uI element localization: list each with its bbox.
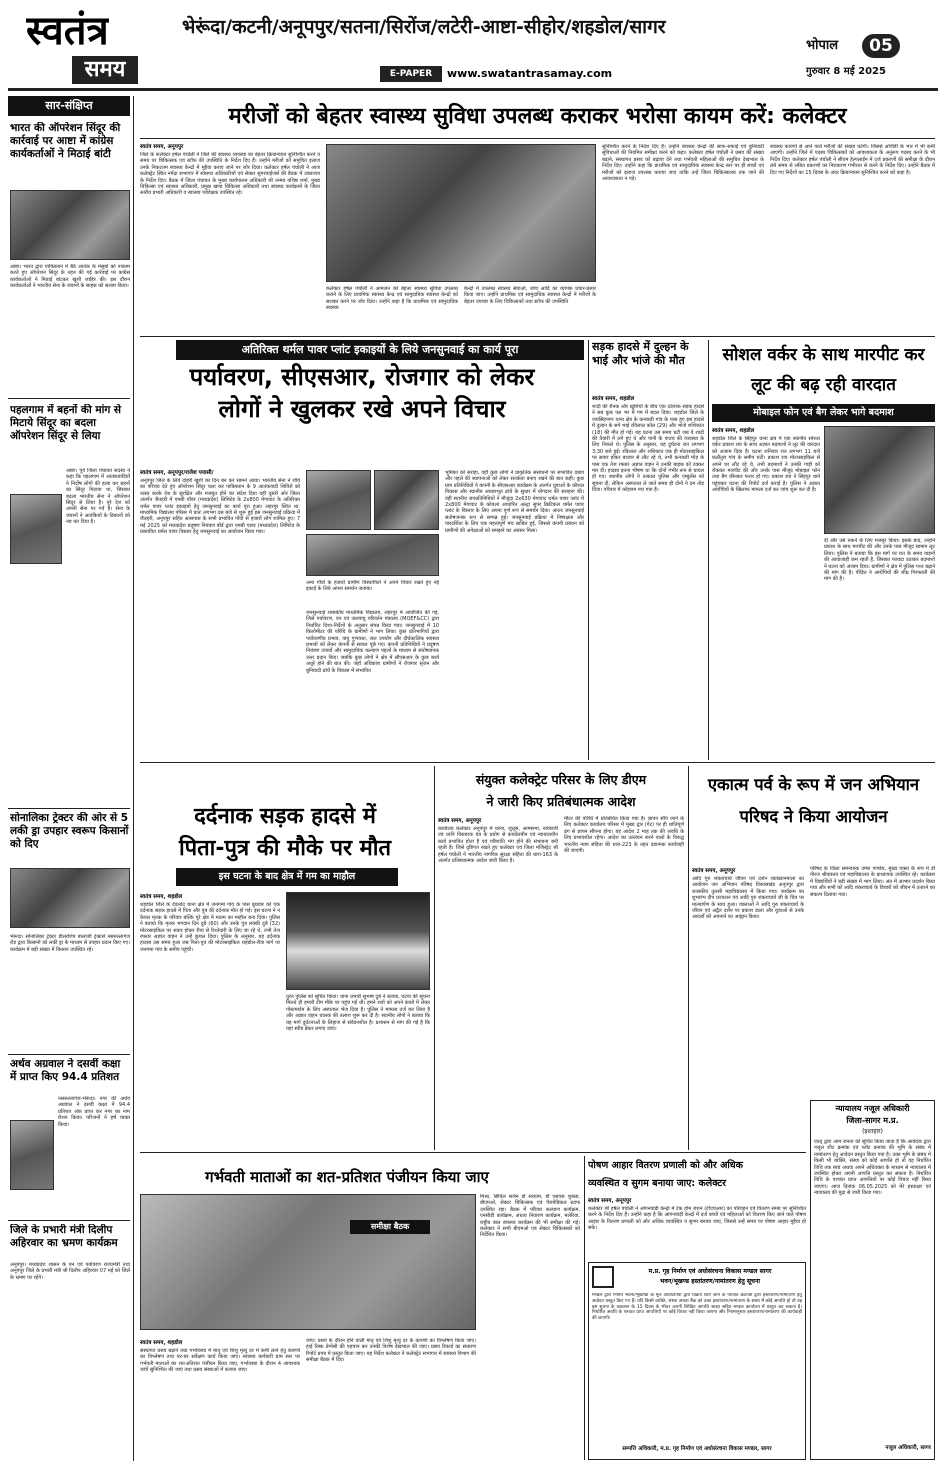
column-rule xyxy=(688,766,689,1150)
father-son-headline2: पिता-पुत्र की मौके पर मौत xyxy=(178,836,392,861)
top-story-caption: कलेक्टर हर्षल पंचोली ने आमजन को बेहतर स्वास्थ्य सुविधा उपलब्ध कराने के लिए प्राथमिक स्वास्थ्य केन्द्र एवं सामुदायिक स्वास्थ्य केन्द्रों को सशक्त करने पर जोर दिया। उन्होंने कहा है कि प्राथमिक एवं सामुदायिक स्वास्थ्य xyxy=(326,286,458,312)
sidebar xyxy=(8,96,130,1461)
section-rule xyxy=(140,762,935,763)
tender-notice-body: मण्डल द्वारा निर्मित भवनों/भूखण्डों के मूल आवंटितियों द्वारा विक्रय किए जाने के पश्चात क्रेताओं द्वारा हस्तांतरण/नामांतरण हेतु आवेदन प्रस्तुत किए गए हैं। यदि किसी व्यक्ति, संस्था अथवा बैंक को उक्त हस्तांतरण/नामांतरण के संबंध में कोई आपत्ति हो तो वह इस सूचना के प्रकाशन के 15 दिवस के भीतर अपनी लिखित आपत्ति साक्ष्य सहित मण्डल कार्यालय में प्रस्तुत कर सकता है। निर्धारित अवधि के पश्चात प्राप्त आपत्तियों पर कोई विचार नहीं किया जाएगा और नियमानुसार हस्तांतरण/नामांतरण की कार्यवाही की जाएगी। xyxy=(592,1293,802,1322)
top-story-col1: जिले के कलेक्टर हर्षल पंचोली ने जिले की स्वास्थ्य व्यवस्था का बेहतर क्रियान्वयन सुनिश्चित करने व समय पर चिकित्सक एवं स्टॉफ की उपस्थिति के निर्देश दिए हैं। उन्होंने मरीजों को समुचित इलाज उनके निकटतम स्वास्थ्य केन्द्रों में मुहैया कराए जाने पर जोर दिया। कलेक्टर हर्षल पंचोली ने आज कलेक्ट्रेट स्थित नर्मदा सभागार में स्वास्थ्य अधिकारियों एवं सेक्टर सुपरवाईजर्स की बैठक में उक्ताशय के निर्देश दिए। बैठक में जिला पंचायत के मुख्य कार्यपालन अधिकारी श्री तन्मय वशिष्ठ शर्मा, मुख्य चिकित्सा एवं स्वास्थ्य अधिकारी, प्रमुख खण्ड चिकित्सा अधिकारी तथा स्वास्थ्य कार्यक्रमों के जिला स्तरीय प्रभारी अधिकारी व स्वास्थ्य पर्यवेक्षक उपस्थित रहे। xyxy=(140,152,320,197)
accident-story-byline: स्वतंत्र समय, शहडोल xyxy=(592,396,635,402)
column-rule xyxy=(588,340,589,760)
ekatm-story-headline1: एकात्म पर्व के रूप में जन अभियान xyxy=(707,775,920,794)
ekatm-story-headline2: परिषद ने किया आयोजन xyxy=(739,807,888,826)
order-story-headline1: संयुक्त कलेक्ट्रेट परिसर के लिए डीएम xyxy=(475,772,647,787)
env-story-photo-c xyxy=(306,534,439,576)
sidebar-story5-body: अनूपपुर। मध्यप्रदेश शासन के वन एवं पर्यावरण राज्यमंत्री तथा अनूपपुर जिले के प्रभारी मंत्री श्री दिलीप अहिरवार 07 मई को जिले के भ्रमण पर रहेंगे। xyxy=(10,1262,130,1281)
social-story-body: शहडोल जिले के सिंहपुर थाना क्षेत्र में एक स्थानीय सोशल वर्कर प्रकाश राय के साथ अज्ञात बदमाशों ने लूट की वारदात को अंजाम दिया है। घटना शनिवार रात लगभग 11 बजे कठौतुरा गांव के समीप घटी। प्रकाश राय मोटरसाइकिल से अपने घर लौट रहे थे, तभी बदमाशों ने उनकी गाड़ी को रोककर मारपीट की और उनके पास मौजूद मोबाइल फोन तथा बैग छीनकर फरार हो गए। प्रकाश राय ने सिंहपुर थाने पहुंचकर घटना की रिपोर्ट दर्ज कराई है। पुलिस ने अज्ञात आरोपियों के खिलाफ मामला दर्ज कर जांच शुरू कर दी है। xyxy=(712,436,820,494)
top-story-headline: मरीजों को बेहतर स्वास्थ्य सुविधा उपलब्ध कराकर भरोसा कायम करें: कलेक्टर xyxy=(228,104,847,129)
website-link[interactable]: www.swatantrasamay.com xyxy=(447,67,613,80)
pregnancy-story-col1: संस्थागत प्रसव बढ़ाने तथा गर्भावस्था में मातृ एवं शिशु मृत्यु दर में कमी लाने हेतु कारणों का विश्लेषण तथा घर-घर सर्वेक्षण कार्य किया जाए। स्वास्थ्य कर्मचारी ग्राम स्तर पर गर्भवती माताओं का शत-प्रतिशत पंजीयन किया जाए, गर्भावस्था के दौरान 4 आवश्यक जांचें सुनिश्चित की जाएं तथा प्रसव संस्थाओं में कराया जाए। xyxy=(140,1348,300,1374)
top-story-rule xyxy=(140,138,935,139)
court-notice-title2: जिला-सागर म.प्र. xyxy=(846,1116,899,1125)
social-story-headline: सोशल वर्कर के साथ मारपीट कर लूट की बढ़ रही वारदात xyxy=(722,345,925,395)
sidebar-story1-title: भारत की ऑपरेशन सिंदूर की कार्रवाई पर आष्टा में कांग्रेस कार्यकर्ताओं ने मिठाई बांटी xyxy=(10,122,121,160)
sidebar-story5-title: जिले के प्रभारी मंत्री दिलीप अहिरवार का भ्रमण कार्यक्रम xyxy=(10,1224,118,1249)
city-label: भोपाल xyxy=(806,38,839,53)
court-notice-subtitle: (इश्तहार) xyxy=(862,1128,883,1135)
sidebar-divider xyxy=(8,1220,130,1221)
column-rule xyxy=(708,340,709,760)
court-notice-title1: न्यायालय नजूल अधिकारी xyxy=(835,1104,910,1113)
father-son-headline1: दर्दनाक सड़क हादसे में xyxy=(194,804,376,829)
top-story-col4: स्वास्थ्य कारणों से आने वाले मरीजों की संख्या घटेगी। जिससे ओपीडी के भार में भी कमी आएगी। उन्होंने जिले में पदस्थ चिकित्सकों को आवश्यकता के अनुरूप पदस्थ करने के भी निर्देश दिए। कलेक्टर हर्षल पंचोली ने सीएम हेल्पलाईन में दर्ज प्रकरणों की समीक्षा के दौरान लंबे समय से लंबित प्रकरणों का निराकरण गंभीरता से करने के निर्देश दिए। उन्होंने बैठक में दिए गए निर्देशों का 15 दिवस के अंदर क्रियान्वयन सुनिश्चित करने को कहा है। xyxy=(770,144,935,176)
sidebar-story1-photo xyxy=(10,190,130,260)
section-rule xyxy=(140,336,935,337)
pregnancy-story-photo-label: समीक्षा बैठक xyxy=(350,1220,430,1234)
sidebar-story3-title: सोनालिका ट्रेक्टर की ओर से 5 लकी ड्रा उपहार स्वरूप किसानों को दिए xyxy=(10,812,129,850)
logo-line1: स्वतंत्र xyxy=(26,8,109,54)
pregnancy-story-headline: गर्भवती माताओं का शत-प्रतिशत पंजीयन किया जाए xyxy=(205,1168,489,1186)
sidebar-story3-body: भेरूंदा। सोनालिका ट्रेक्टर डीलरशिप बालाजी ट्रेक्टर्स नसरुल्लागंज रोड द्वारा किसानों को लकी ड्रा के माध्यम से उपहार प्रदान किए गए। कार्यक्रम में बड़ी संख्या में किसान उपस्थित रहे। xyxy=(10,934,130,953)
env-story-headline1: पर्यावरण, सीएसआर, रोजगार को लेकर xyxy=(189,363,535,391)
social-story-byline: स्वतंत्र समय, शहडोल xyxy=(712,428,755,434)
env-story-kicker: अतिरिक्त थर्मल पावर प्लांट इकाइयों के लिये जनसुनवाई का कार्य पूरा xyxy=(176,340,584,360)
father-son-photo xyxy=(286,892,430,990)
father-son-byline: स्वतंत्र समय, शहडोल xyxy=(140,894,183,900)
tender-notice-logo xyxy=(592,1266,614,1288)
top-story-photo xyxy=(326,144,596,282)
top-story-col3: सुनिश्चित करने के निर्देश दिए हैं। उन्होंने स्वास्थ्य केन्द्रों की साफ-सफाई एवं बुनियादी सुविधाओं की नियमित समीक्षा करने को कहा। कलेक्टर हर्षल पंचोली ने प्रसव की संख्या बढ़ाने, संस्थागत प्रसव को बढ़ावा देने तथा गर्भवती महिलाओं की समुचित देखभाल के निर्देश दिए। उन्होंने कहा कि प्राथमिक एवं सामुदायिक स्वास्थ्य केन्द्र स्तर पर ही बच्चों एवं मरीजों को इलाज उपलब्ध कराया जाए ताकि उन्हें जिला चिकित्सालय तक जाने की आवश्यकता न पड़े। xyxy=(602,144,764,183)
social-story-body2: दी और उसे रुकने के लिए मजबूर किया। इसके बाद, उन्होंने प्रकाश के साथ मारपीट की और उनके पास मौजूद सामान लूट लिया। पुलिस ने बताया कि इस मार्ग पर रात के समय वाहनों की आवाजाही कम रहती है, जिसका फायदा उठाकर बदमाशों ने घटना को अंजाम दिया। ग्रामीणों ने क्षेत्र में पुलिस गश्त बढ़ाने की मांग की है। पीड़ित ने आरोपियों की शीघ्र गिरफ्तारी की मांग की है। xyxy=(824,538,935,583)
ekatm-story-col1: आदि गुरु शंकराचार्य जीवन एवं दर्शन व्याख्यानमाला का आयोजन जन अभियान परिषद विकासखंड अनूपपुर द्वारा शासकीय तुलसी महाविद्यालय में किया गया। कार्यक्रम का शुभारंभ दीप प्रज्वलन एवं आदि गुरु शंकराचार्य जी के चित्र पर माल्यार्पण के साथ हुआ। वक्ताओं ने आदि गुरु शंकराचार्य के जीवन एवं अद्वैत दर्शन पर प्रकाश डाला और युवाओं से उनके आदर्शों को अपनाने का आह्वान किया। xyxy=(692,876,804,921)
top-story-col2: केन्द्रों में उपलब्ध स्वास्थ्य सेवाओं, जांच आदि का व्यापक प्रचार-प्रसार किया जाए। उन्होंने प्राथमिक एवं सामुदायिक स्वास्थ्य केन्द्रों में मरीजों के बेहतर उपचार के लिए चिकित्सकों तथा स्टॉफ की उपस्थिति xyxy=(464,286,596,305)
env-story-photo-b xyxy=(374,470,439,530)
court-notice xyxy=(810,1100,935,1460)
ekatm-story-col2: परिषद के जिला समन्वयक उमेश पाण्डेय, मुख्य वक्ता के रूप में डॉ नीरज श्रीवास्तव एवं महाविद्यालय के प्राध्यापक उपस्थित रहे। कार्यक्रम में विद्यार्थियों ने बड़ी संख्या में भाग लिया। अंत में आभार प्रदर्शन किया गया और सभी को आदि शंकराचार्य के विचारों को जीवन में उतारने का संकल्प दिलाया गया। xyxy=(810,866,935,898)
sidebar-divider xyxy=(8,808,130,809)
court-notice-body: एतद् द्वारा आम जनता को सूचित किया जाता है कि आवेदक द्वारा नजूल शीट क्रमांक एवं प्लॉट क्रमांक की भूमि के संबंध में नामांतरण हेतु आवेदन प्रस्तुत किया गया है। उक्त भूमि के संबंध में किसी भी व्यक्ति, संस्था को कोई आपत्ति हो तो वह निर्धारित तिथि तक स्वयं अथवा अपने अधिवक्ता के माध्यम से न्यायालय में उपस्थित होकर अपनी आपत्ति प्रस्तुत कर सकता है। निर्धारित तिथि के पश्चात प्राप्त आपत्तियों पर कोई विचार नहीं किया जाएगा। आज दिनांक 06.05.2025 को मेरे हस्ताक्षर एवं न्यायालय की मुद्रा से जारी किया गया। xyxy=(814,1139,931,1197)
pregnancy-story-photo xyxy=(140,1194,476,1330)
nutrition-story-byline: स्वतंत्र समय, अनूपपुर xyxy=(588,1198,632,1204)
sidebar-divider xyxy=(8,1054,130,1055)
pregnancy-story-col3: मिश्रा, सिविल सर्जन डॉ सरयाम, डॉ एसएस शुक्ला, बीएमओ, सेक्टर चिकित्सक एवं पैरामेडिकल स्टाफ उपस्थित रहा। बैठक में परिवार कल्याण कार्यक्रम, एनसीडी कार्यक्रम, अंधत्व निवारण कार्यक्रम, मलेरिया, राष्ट्रीय बाल स्वास्थ्य कार्यक्रम की भी समीक्षा की गई। कलेक्टर ने सभी बीएमओ एवं सेक्टर चिकित्सकों को निर्देशित किया। xyxy=(480,1194,580,1239)
pregnancy-story-col2: जाए। प्रसव के दौरान होने वाली मातृ एवं शिशु मृत्यु दर के कारणों का विश्लेषण किया जाए। हाई रिस्क प्रेग्नेंसी की पहचान कर उनकी विशेष देखभाल की जाए। प्रसव रिकार्ड का संधारण रिपोर्ट प्रपत्र में प्रस्तुत किया जाए। यह निर्देश कलेक्टर ने कलेक्ट्रेट सभागार में स्वास्थ्य विभाग की समीक्षा बैठक में दिए। xyxy=(306,1338,476,1364)
column-rule xyxy=(434,766,435,1150)
top-story-byline: स्वतंत्र समय, अनूपपुर xyxy=(140,144,184,150)
sidebar-story2-body: आष्टा। पूर्व जिला पंचायत सदस्य ने कहा कि पहलगाम में आतंकवादियों ने निर्दोष लोगों की हत्या कर बहनों का सिंदूर मिटाया था, जिसका बदला भारतीय सेना ने ऑपरेशन सिंदूर से लिया है। पूरे देश को अपनी सेना पर गर्व है। सेना के जवानों ने आतंकियों के ठिकानों को नष्ट कर दिया है। xyxy=(66,468,130,526)
sidebar-story4-photo xyxy=(10,1120,54,1190)
env-story-byline: स्वतंत्र समय, अनूपपुर/राजेश पयासी/ xyxy=(140,470,214,476)
accident-story-headline: सड़क हादसे में दुल्हन के भाई और भांजे की मौत xyxy=(592,340,689,367)
father-son-subhead: इस घटना के बाद क्षेत्र में गम का माहौल xyxy=(176,868,398,886)
tender-notice xyxy=(588,1262,806,1460)
env-story-col1: अनूपपुर जिले के लिये दोहरी खुशी का दिन बन कर सामने आया। भारतीय सेना ने शौर्य का परिचय देते हुए ऑपरेशन सिंदूर चला कर पाकिस्तान के 9 आतंकवादी शिविरों को ध्वस्त करके देश के सुरक्षित और मजबूत होने का संदेश दिया वहीं दूसरी ओर जिला अंतर्गत जैतहरी में एमबी पॉवर (मध्यप्रदेश) लिमिटेड के 2x800 मेगावाट के अतिरिक्त थर्मल पावर प्लांट इकाइयों हेतु जनसुनवाई का कार्य पूरा हुआ। लहरपुर स्थित शा. माध्यमिक विद्यालय परिसर में प्रातः लगभग दस बजे से शुरू हुई इस जनसुनवाई प्रक्रिया में जैतहरी, अनूपपुर सहित आसपास के सभी प्रभावित गाँवों से हजारों लोग शामिल हुए। 7 मई 2025 को मध्यप्रदेश प्रदूषण नियंत्रण बोर्ड द्वारा एमबी पावर (मध्यप्रदेश) लिमिटेड के प्रस्तावित थर्मल पावर विस्तार हेतु जनसुनवाई का आयोजन किया गया। xyxy=(140,478,300,536)
sidebar-story2-title: पहलगाम में बहनों की मांग से मिटाये सिंदूर का बदला ऑपरेशन सिंदूर से लिया xyxy=(10,404,122,442)
order-story-col1: कार्यालय कलेक्टर अनूपपुर में धरना, जुलूस, आमसभा, नारेबाजी एवं ध्वनि विस्तारक यंत्र के प्रयोग से कार्यालयीन एवं न्यायालयीन कार्य प्रभावित होता है एवं परिशांति भंग होने की संभावना बनी रहती है। जिसे दृष्टिगत रखते हुए कलेक्टर एवं जिला मजिस्ट्रेट श्री हर्षल पंचोली ने भारतीय नागरिक सुरक्षा संहिता की धारा-163 के अंतर्गत प्रतिबंधात्मक आदेश जारी किया है। xyxy=(438,826,558,865)
social-story-subhead: मोबाइल फोन एवं बैग लेकर भागे बदमाश xyxy=(712,404,935,422)
nutrition-story-body: कलेक्टर श्री हर्षल पंचोली ने आंगनवाड़ी केन्द्रों में टेक होम राशन (टीएचआर) का परिवहन एवं वितरण समय पर सुनिश्चित करने के निर्देश दिए हैं। उन्होंने कहा है कि आंगनवाड़ी केन्द्रों में दर्ज बच्चों एवं महिलाओं को वितरण किए जाने वाले पोषण आहार के वितरण प्रणाली को और अधिक व्यवस्थित व सुगम बनाया जाए, जिससे उन्हें समय पर पोषण आहार मुहैया हो सके। xyxy=(588,1206,806,1232)
env-story-headline2: लोगों ने खुलकर रखे अपने विचार xyxy=(218,395,506,423)
order-story-headline2: ने जारी किए प्रतिबंधात्मक आदेश xyxy=(486,794,636,809)
pregnancy-story-byline: स्वतंत्र समय, शहडोल xyxy=(140,1340,183,1346)
sidebar-header: सार-संक्षिप्त xyxy=(8,96,130,116)
page-number: 05 xyxy=(862,34,900,58)
cities-strip: भेरूंदा/कटनी/अनूपपुर/सतना/सिरोंज/लटेरी-आष्टा-सीहोर/शहडोल/सागर xyxy=(182,16,666,38)
env-story-col2: जनसुनवाई शासकीय माध्यमिक विद्यालय, लहरपुर में आयोजित की गई, जिसे पर्यावरण, वन एवं जलवायु परिवर्तन मंत्रालय (MOEF&CC) द्वारा निर्धारित दिशा-निर्देशों के अनुसार संपन्न किया गया। जनसुनवाई में 10 किलोमीटर की परिधि के ग्रामीणों ने भाग लिया। कुछ प्रतिभागियों द्वारा पर्यावरणीय प्रभाव, वायु गुणवत्ता, जल उपयोग और दीर्घकालिक स्वास्थ्य प्रभावों को लेकर कंपनी से सवाल पूछे गए। कंपनी प्रतिनिधियों ने प्रदूषण नियंत्रण उपायों और सामुदायिक कल्याण पहलों के माध्यम से संतोषजनक उत्तर प्रदान किए। जबकि कुछ लोगों ने क्षेत्र में सीएसआर के कुछ कार्य अधूरे होने की बात की। जहाँ अधिकांश ग्रामीणों ने रोजगार सृजन और बुनियादी ढांचे के विकास में संभावित xyxy=(306,610,439,674)
father-son-col1: शहडोल जिले के देवलोंद थाना क्षेत्र में जनगमा गांव के पास बुधवार को एक दर्दनाक सड़क हादसे में पिता और पुत्र की दर्दनाक मौत हो गई। इस घटना ने न केवल मृतक के परिवार बल्कि पूरे क्षेत्र में मातम का माहौल बना दिया। पुलिस ने बताया कि मृतक भगवान दिन दुबे (60) और उनके पुत्र लक्की दुबे (32) मोटरसाइकिल पर सवार होकर रीवा से रिश्तेदारी के लिए जा रहे थे, तभी तेज रफ्तार अज्ञात वाहन ने उन्हें कुचल दिया। पुलिस के अनुसार, यह दर्दनाक हादसा उस समय हुआ जब पिता-पुत्र की मोटरसाइकिल शहडोल-रीवा मार्ग पर जनगमा गांव के समीप पहुंची। xyxy=(140,902,280,953)
nutrition-story-headline2: व्यवस्थित व सुगम बनाया जाए: कलेक्टर xyxy=(588,1178,727,1189)
sidebar-story4-body: नसरुल्लागंज-भेरूंदा। नगर की अर्थव अग्रवाल ने दसवीं कक्षा में 94.4 प्रतिशत अंक प्राप्त कर नगर का नाम रोशन किया। परिजनों ने हर्ष व्यक्त किया। xyxy=(58,1096,130,1128)
logo-line2: समय xyxy=(84,57,126,82)
column-rule xyxy=(584,1156,585,1460)
sidebar-rule xyxy=(133,96,134,1461)
section-rule xyxy=(140,1152,806,1153)
issue-date: गुरुवार 8 मई 2025 xyxy=(806,66,886,77)
env-story-col3: भूमिका को सराहा, वहीं कुछ लोगों ने प्राकृतिक संसाधनों पर संभावित दबाव और पहले की स्थापनाओं को लेकर सतर्कता बनाए रखने की बात कही। कुछ ग्राम प्रतिनिधियों ने कंपनी के सीएसआर कार्यक्रम के अंतर्गत युवाओं के कौशल विकास और स्थानीय आधारभूत ढांचे के सुधार में योगदान की सराहना की। वहीं स्थानीय जनप्रतिनिधियों ने मौजूदा 2x630 मेगावाट थर्मल पावर प्लांट में 2x800 मेगावाट के कोयला आधारित अल्ट्रा सुपर क्रिटिकल थर्मल पावर प्लांट के विस्तार के लिए अपना पूर्ण रूप से समर्थन दिया। अंततः जनसुनवाई संतोषजनक रूप से सम्पन्न हुई। जनसुनवाई प्रक्रिया में निष्पक्षता और पारदर्शिता के लिए एक महत्वपूर्ण मंच साबित हुई, जिससे कंपनी प्रबंधन को ग्रामीणों की अपेक्षाओं को समझने का अवसर मिला। xyxy=(445,470,584,534)
court-notice-sign: नजूल अधिकारी, सागर xyxy=(885,1445,931,1451)
tender-notice-title1: म.प्र. गृह निर्माण एवं अधोसंरचना विकास मण्डल सागर xyxy=(648,1268,772,1275)
masthead-rule xyxy=(8,88,938,91)
father-son-col2: तुरंत पुलिस को सूचित किया। थाना प्रभारी सुभाष दुबे ने बताया, घटना की सूचना मिलते ही हमारी टीम मौके पर पहुंच गई थी। हमने शवों को अपने कब्जे में लेकर पोस्टमार्टम के लिए अस्पताल भेज दिया है। पुलिस ने मामला दर्ज कर लिया है और अज्ञात वाहन चालक की तलाश शुरू कर दी है। स्थानीय लोगों ने बताया कि यह मार्ग दुर्घटनाओं के लिहाज से संवेदनशील है। प्रशासन से मांग की गई है कि यहां स्पीड ब्रेकर लगाए जाएं। xyxy=(286,994,430,1033)
social-story-photo xyxy=(824,426,935,534)
tender-notice-sign: सम्पत्ति अधिकारी, म.प्र. गृह निर्माण एवं अधोसंरचना विकास मण्डल, सागर xyxy=(622,1446,772,1452)
env-story-caption: अन्य गाँवों के हजारों ग्रामीण विस्थापितों ने अपने विचार रखते हुए नई इकाई के लिये अपना समर्थन जताया। xyxy=(306,580,439,593)
epaper-label: E-PAPER xyxy=(380,66,442,82)
sidebar-divider xyxy=(8,398,130,399)
logo xyxy=(20,8,170,84)
accident-story-body: शादी की रौनक और खुशियों के बीच एक दर्दनाक सड़क हादसे ने सब कुछ पल भर में गम में बदल दिया। शहडोल जिले के जयसिंहनगर थाना क्षेत्र के कनकडी गांव के पास हुए इस हादसे में दुल्हन के सगे भाई रविलाल कोल (29) और भांजे शशिकांत (18) की मौत हो गई। यह घटना उस समय घटी जब वे शादी की तैयारी में लगे हुए थे और पानी के पाउच की व्यवस्था के लिए निकले थे। पुलिस के अनुसार, यह दुर्घटना रात लगभग 3:30 बजे हुई। रविलाल और शशिकांत एक ही मोटरसाइकिल पर सवार होकर बाजार से लौट रहे थे, तभी कनकडी मोड़ के पास एक तेज रफ्तार अज्ञात वाहन ने उनकी बाइक को टक्कर मार दी। हादसा इतना भीषण था कि दोनों गंभीर रूप से घायल हो गए। स्थानीय लोगों ने तत्काल पुलिस और एम्बुलेंस को सूचना दी, लेकिन अस्पताल ले जाते समय ही दोनों ने दम तोड़ दिया। परिवार में कोहराम मच गया है। xyxy=(592,404,704,494)
env-story-photo-a xyxy=(306,470,371,530)
tender-notice-title2: भवन/भूखण्ड हस्तांतरण/नामांतरण हेतु सूचना xyxy=(659,1278,761,1285)
nutrition-story-headline1: पोषण आहार वितरण प्रणाली को और अधिक xyxy=(588,1160,743,1171)
ekatm-story-byline: स्वतंत्र समय, अनूपपुर xyxy=(692,868,736,874)
sidebar-story4-title: अर्थव अग्रवाल ने दसवीं कक्षा में प्राप्त किए 94.4 प्रतिशत xyxy=(10,1058,121,1083)
sidebar-story2-photo xyxy=(10,494,62,564)
order-story-col2: मीटर की परिधि में प्रतिबंधित किया गया है। ज्ञापन सौंपे जाने के लिए कलेक्टर कार्यालय परिसर में मुख्य द्वार (गेट) पर ही शांतिपूर्ण ढंग से ज्ञापन सौंपना होगा। यह आदेश 2 माह तक की अवधि के लिए प्रभावशील रहेगा। आदेश का उल्लंघन करने वालों के विरुद्ध भारतीय न्याय संहिता की धारा-223 के तहत दंडात्मक कार्यवाही की जाएगी। xyxy=(564,816,684,855)
sidebar-story1-body: आष्टा। भारत द्वारा पाकिस्तान में बैठे आतंक के मंसूबों को नाकाम करते हुए ऑपरेशन सिंदूर के तहत की गई कार्रवाई पर कांग्रेस कार्यकर्ताओं ने मिठाई बांटकर खुशी जाहिर की। इस दौरान कार्यकर्ताओं ने भारतीय सेना के जवानों के साहस को सलाम किया। xyxy=(10,264,130,290)
sidebar-story3-photo xyxy=(10,868,130,928)
order-story-byline: स्वतंत्र समय, अनूपपुर xyxy=(438,818,482,824)
masthead xyxy=(0,0,945,88)
